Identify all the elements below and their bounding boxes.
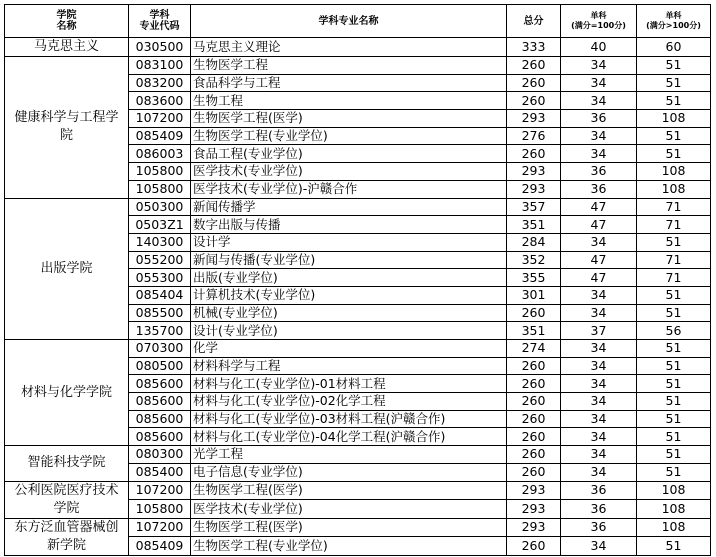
single-over100-cell: 51 xyxy=(637,340,711,358)
single100-cell: 34 xyxy=(561,428,637,446)
table-row xyxy=(5,340,711,358)
single-over100-cell: 51 xyxy=(637,304,711,322)
college-cell: 公利医院医疗技术学院 xyxy=(5,481,129,518)
code-cell: 085600 xyxy=(129,375,191,393)
name-cell: 光学工程 xyxy=(191,446,507,464)
single-over100-cell: 56 xyxy=(637,322,711,340)
single-over100-cell: 71 xyxy=(637,216,711,234)
college-cell: 智能科技学院 xyxy=(5,446,129,481)
name-cell: 电子信息(专业学位) xyxy=(191,463,507,481)
code-cell: 083100 xyxy=(129,57,191,75)
name-cell: 生物医学工程(医学) xyxy=(191,110,507,128)
single100-cell: 34 xyxy=(561,446,637,464)
header-college: 学院 名称 xyxy=(5,5,129,38)
table-header-row xyxy=(5,5,711,38)
single-over100-cell: 71 xyxy=(637,198,711,216)
single-over100-cell: 108 xyxy=(637,481,711,500)
table-row xyxy=(5,481,711,500)
single-over100-cell: 51 xyxy=(637,428,711,446)
single100-cell: 34 xyxy=(561,375,637,393)
name-cell: 医学技术(专业学位)-沪赣合作 xyxy=(191,180,507,198)
code-cell: 085409 xyxy=(129,537,191,556)
single100-cell: 34 xyxy=(561,410,637,428)
name-cell: 材料科学与工程 xyxy=(191,357,507,375)
name-cell: 新闻与传播(专业学位) xyxy=(191,251,507,269)
single100-cell: 34 xyxy=(561,463,637,481)
college-cell: 东方泛血管器械创新学院 xyxy=(5,518,129,555)
single100-cell: 34 xyxy=(561,357,637,375)
single100-cell: 34 xyxy=(561,92,637,110)
code-cell: 055200 xyxy=(129,251,191,269)
code-cell: 085600 xyxy=(129,393,191,411)
code-cell: 135700 xyxy=(129,322,191,340)
table-row xyxy=(5,198,711,216)
total-cell: 301 xyxy=(507,286,561,304)
single-over100-cell: 108 xyxy=(637,518,711,537)
name-cell: 生物医学工程(医学) xyxy=(191,481,507,500)
total-cell: 260 xyxy=(507,463,561,481)
single100-cell: 36 xyxy=(561,110,637,128)
name-cell: 计算机技术(专业学位) xyxy=(191,286,507,304)
table-row xyxy=(5,38,711,57)
table-body xyxy=(5,38,711,556)
single-over100-cell: 51 xyxy=(637,145,711,163)
single100-cell: 36 xyxy=(561,180,637,198)
single100-cell: 34 xyxy=(561,57,637,75)
name-cell: 新闻传播学 xyxy=(191,198,507,216)
code-cell: 083200 xyxy=(129,74,191,92)
total-cell: 355 xyxy=(507,269,561,287)
single100-cell: 34 xyxy=(561,286,637,304)
single100-cell: 40 xyxy=(561,38,637,57)
total-cell: 351 xyxy=(507,322,561,340)
name-cell: 出版(专业学位) xyxy=(191,269,507,287)
total-cell: 260 xyxy=(507,428,561,446)
single100-cell: 37 xyxy=(561,322,637,340)
name-cell: 设计学 xyxy=(191,233,507,251)
single-over100-cell: 51 xyxy=(637,357,711,375)
single-over100-cell: 51 xyxy=(637,92,711,110)
total-cell: 293 xyxy=(507,500,561,519)
single-over100-cell: 51 xyxy=(637,57,711,75)
total-cell: 357 xyxy=(507,198,561,216)
college-cell: 马克思主义 xyxy=(5,38,129,57)
single100-cell: 47 xyxy=(561,198,637,216)
name-cell: 化学 xyxy=(191,340,507,358)
total-cell: 260 xyxy=(507,357,561,375)
single-over100-cell: 51 xyxy=(637,393,711,411)
single100-cell: 36 xyxy=(561,500,637,519)
single-over100-cell: 51 xyxy=(637,74,711,92)
name-cell: 医学技术(专业学位) xyxy=(191,163,507,181)
total-cell: 284 xyxy=(507,233,561,251)
score-table xyxy=(4,4,711,556)
total-cell: 351 xyxy=(507,216,561,234)
name-cell: 材料与化工(专业学位)-01材料工程 xyxy=(191,375,507,393)
single-over100-cell: 51 xyxy=(637,463,711,481)
code-cell: 086003 xyxy=(129,145,191,163)
total-cell: 276 xyxy=(507,127,561,145)
single-over100-cell: 71 xyxy=(637,251,711,269)
code-cell: 107200 xyxy=(129,481,191,500)
name-cell: 食品工程(专业学位) xyxy=(191,145,507,163)
name-cell: 生物医学工程(医学) xyxy=(191,518,507,537)
single100-cell: 36 xyxy=(561,518,637,537)
name-cell: 生物医学工程 xyxy=(191,57,507,75)
single-over100-cell: 51 xyxy=(637,410,711,428)
name-cell: 材料与化工(专业学位)-02化学工程 xyxy=(191,393,507,411)
total-cell: 293 xyxy=(507,163,561,181)
college-cell: 出版学院 xyxy=(5,198,129,340)
single100-cell: 34 xyxy=(561,74,637,92)
single100-cell: 34 xyxy=(561,393,637,411)
total-cell: 260 xyxy=(507,537,561,556)
code-cell: 085600 xyxy=(129,428,191,446)
code-cell: 0503Z1 xyxy=(129,216,191,234)
single-over100-cell: 51 xyxy=(637,375,711,393)
single100-cell: 34 xyxy=(561,233,637,251)
single100-cell: 34 xyxy=(561,340,637,358)
table-row xyxy=(5,518,711,537)
name-cell: 马克思主义理论 xyxy=(191,38,507,57)
header-code: 学科 专业代码 xyxy=(129,5,191,38)
single100-cell: 34 xyxy=(561,127,637,145)
code-cell: 085500 xyxy=(129,304,191,322)
code-cell: 107200 xyxy=(129,110,191,128)
single-over100-cell: 51 xyxy=(637,233,711,251)
single-over100-cell: 108 xyxy=(637,180,711,198)
total-cell: 260 xyxy=(507,145,561,163)
table-row xyxy=(5,57,711,75)
total-cell: 260 xyxy=(507,375,561,393)
code-cell: 105800 xyxy=(129,500,191,519)
code-cell: 080500 xyxy=(129,357,191,375)
total-cell: 274 xyxy=(507,340,561,358)
total-cell: 260 xyxy=(507,57,561,75)
code-cell: 085404 xyxy=(129,286,191,304)
single-over100-cell: 108 xyxy=(637,163,711,181)
table-row xyxy=(5,446,711,464)
total-cell: 260 xyxy=(507,74,561,92)
code-cell: 083600 xyxy=(129,92,191,110)
single100-cell: 47 xyxy=(561,216,637,234)
college-cell: 健康科学与工程学院 xyxy=(5,57,129,199)
name-cell: 设计(专业学位) xyxy=(191,322,507,340)
name-cell: 食品科学与工程 xyxy=(191,74,507,92)
single-over100-cell: 51 xyxy=(637,127,711,145)
single100-cell: 34 xyxy=(561,537,637,556)
name-cell: 生物医学工程(专业学位) xyxy=(191,537,507,556)
single100-cell: 47 xyxy=(561,251,637,269)
header-total: 总分 xyxy=(507,5,561,38)
code-cell: 070300 xyxy=(129,340,191,358)
code-cell: 085400 xyxy=(129,463,191,481)
name-cell: 生物医学工程(专业学位) xyxy=(191,127,507,145)
single-over100-cell: 60 xyxy=(637,38,711,57)
code-cell: 105800 xyxy=(129,163,191,181)
code-cell: 085409 xyxy=(129,127,191,145)
college-cell: 材料与化学学院 xyxy=(5,340,129,446)
code-cell: 050300 xyxy=(129,198,191,216)
total-cell: 293 xyxy=(507,110,561,128)
header-name: 学科专业名称 xyxy=(191,5,507,38)
single-over100-cell: 51 xyxy=(637,286,711,304)
single100-cell: 47 xyxy=(561,269,637,287)
total-cell: 260 xyxy=(507,393,561,411)
single-over100-cell: 71 xyxy=(637,269,711,287)
code-cell: 107200 xyxy=(129,518,191,537)
header-single-100: 单科 (满分=100分) xyxy=(561,5,637,38)
code-cell: 140300 xyxy=(129,233,191,251)
single-over100-cell: 51 xyxy=(637,537,711,556)
single100-cell: 34 xyxy=(561,145,637,163)
total-cell: 260 xyxy=(507,446,561,464)
single100-cell: 34 xyxy=(561,304,637,322)
name-cell: 生物工程 xyxy=(191,92,507,110)
single-over100-cell: 51 xyxy=(637,446,711,464)
code-cell: 030500 xyxy=(129,38,191,57)
single100-cell: 36 xyxy=(561,481,637,500)
total-cell: 352 xyxy=(507,251,561,269)
code-cell: 080300 xyxy=(129,446,191,464)
name-cell: 医学技术(专业学位) xyxy=(191,500,507,519)
total-cell: 260 xyxy=(507,304,561,322)
name-cell: 材料与化工(专业学位)-04化学工程(沪赣合作) xyxy=(191,428,507,446)
code-cell: 105800 xyxy=(129,180,191,198)
name-cell: 材料与化工(专业学位)-03材料工程(沪赣合作) xyxy=(191,410,507,428)
name-cell: 数字出版与传播 xyxy=(191,216,507,234)
total-cell: 260 xyxy=(507,410,561,428)
code-cell: 055300 xyxy=(129,269,191,287)
total-cell: 333 xyxy=(507,38,561,57)
total-cell: 293 xyxy=(507,180,561,198)
name-cell: 机械(专业学位) xyxy=(191,304,507,322)
single-over100-cell: 108 xyxy=(637,500,711,519)
total-cell: 293 xyxy=(507,518,561,537)
single100-cell: 36 xyxy=(561,163,637,181)
total-cell: 293 xyxy=(507,481,561,500)
total-cell: 260 xyxy=(507,92,561,110)
code-cell: 085600 xyxy=(129,410,191,428)
header-single-over100: 单科 (满分>100分) xyxy=(637,5,711,38)
single-over100-cell: 108 xyxy=(637,110,711,128)
